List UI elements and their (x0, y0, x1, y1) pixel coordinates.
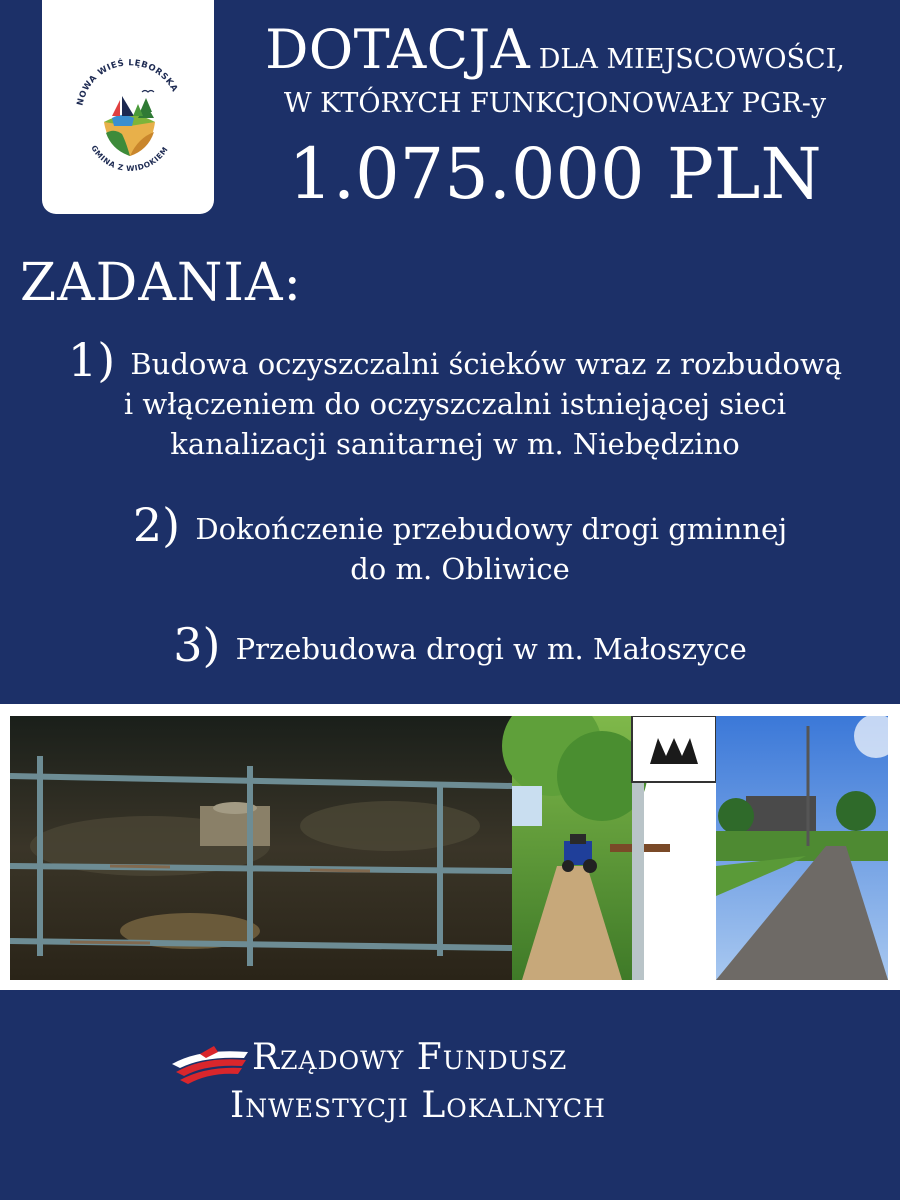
task-line: Przebudowa drogi w m. Małoszyce (235, 632, 747, 666)
fund-name-line1: Rządowy Fundusz (252, 1037, 568, 1078)
photo-rural-road (502, 716, 716, 980)
photo-asphalt-street (716, 716, 888, 980)
grant-headline (230, 20, 880, 93)
task-line: Dokończenie przebudowy drogi gminnej (195, 512, 788, 546)
fund-name-line2: Inwestycji Lokalnych (230, 1085, 606, 1126)
task-line: i włączeniem do oczyszczalni istniejącej sieci (123, 387, 787, 421)
task-line: Budowa oczyszczalni ścieków wraz z rozbudową (130, 347, 843, 381)
grant-amount: 1.075.000 PLN (288, 133, 822, 215)
task-line: do m. Obliwice (350, 552, 570, 586)
logo-arc-text-bottom: GMINA Z WIDOKIEM (89, 143, 170, 173)
grant-title-rest: DLA MIEJSCOWOŚCI, (530, 44, 845, 75)
task-item-3 (100, 618, 820, 672)
svg-text:NOWA WIEŚ LĘBORSKA (75, 57, 179, 107)
task-number: 2) (132, 498, 181, 552)
task-item-2 (80, 498, 840, 589)
rfil-flag-icon (170, 1044, 250, 1084)
gmina-logo-card (42, 0, 214, 214)
tasks-heading: ZADANIA: (20, 253, 303, 313)
grant-title-word: DOTACJA (265, 18, 531, 81)
logo-arc-text-top: NOWA WIEŚ LĘBORSKA (75, 58, 180, 107)
task-item-1 (30, 333, 880, 464)
grant-subtitle: W KTÓRYCH FUNKCJONOWAŁY PGR-y (283, 88, 827, 119)
task-line: kanalizacji sanitarnej w m. Niebędzino (170, 427, 740, 461)
rfil-footer (170, 1032, 770, 1142)
gmina-emblem-icon (42, 0, 214, 214)
task-number: 1) (67, 333, 116, 387)
photo-treatment-plant (10, 716, 512, 980)
photo-strip (0, 704, 900, 990)
task-number: 3) (173, 618, 221, 672)
